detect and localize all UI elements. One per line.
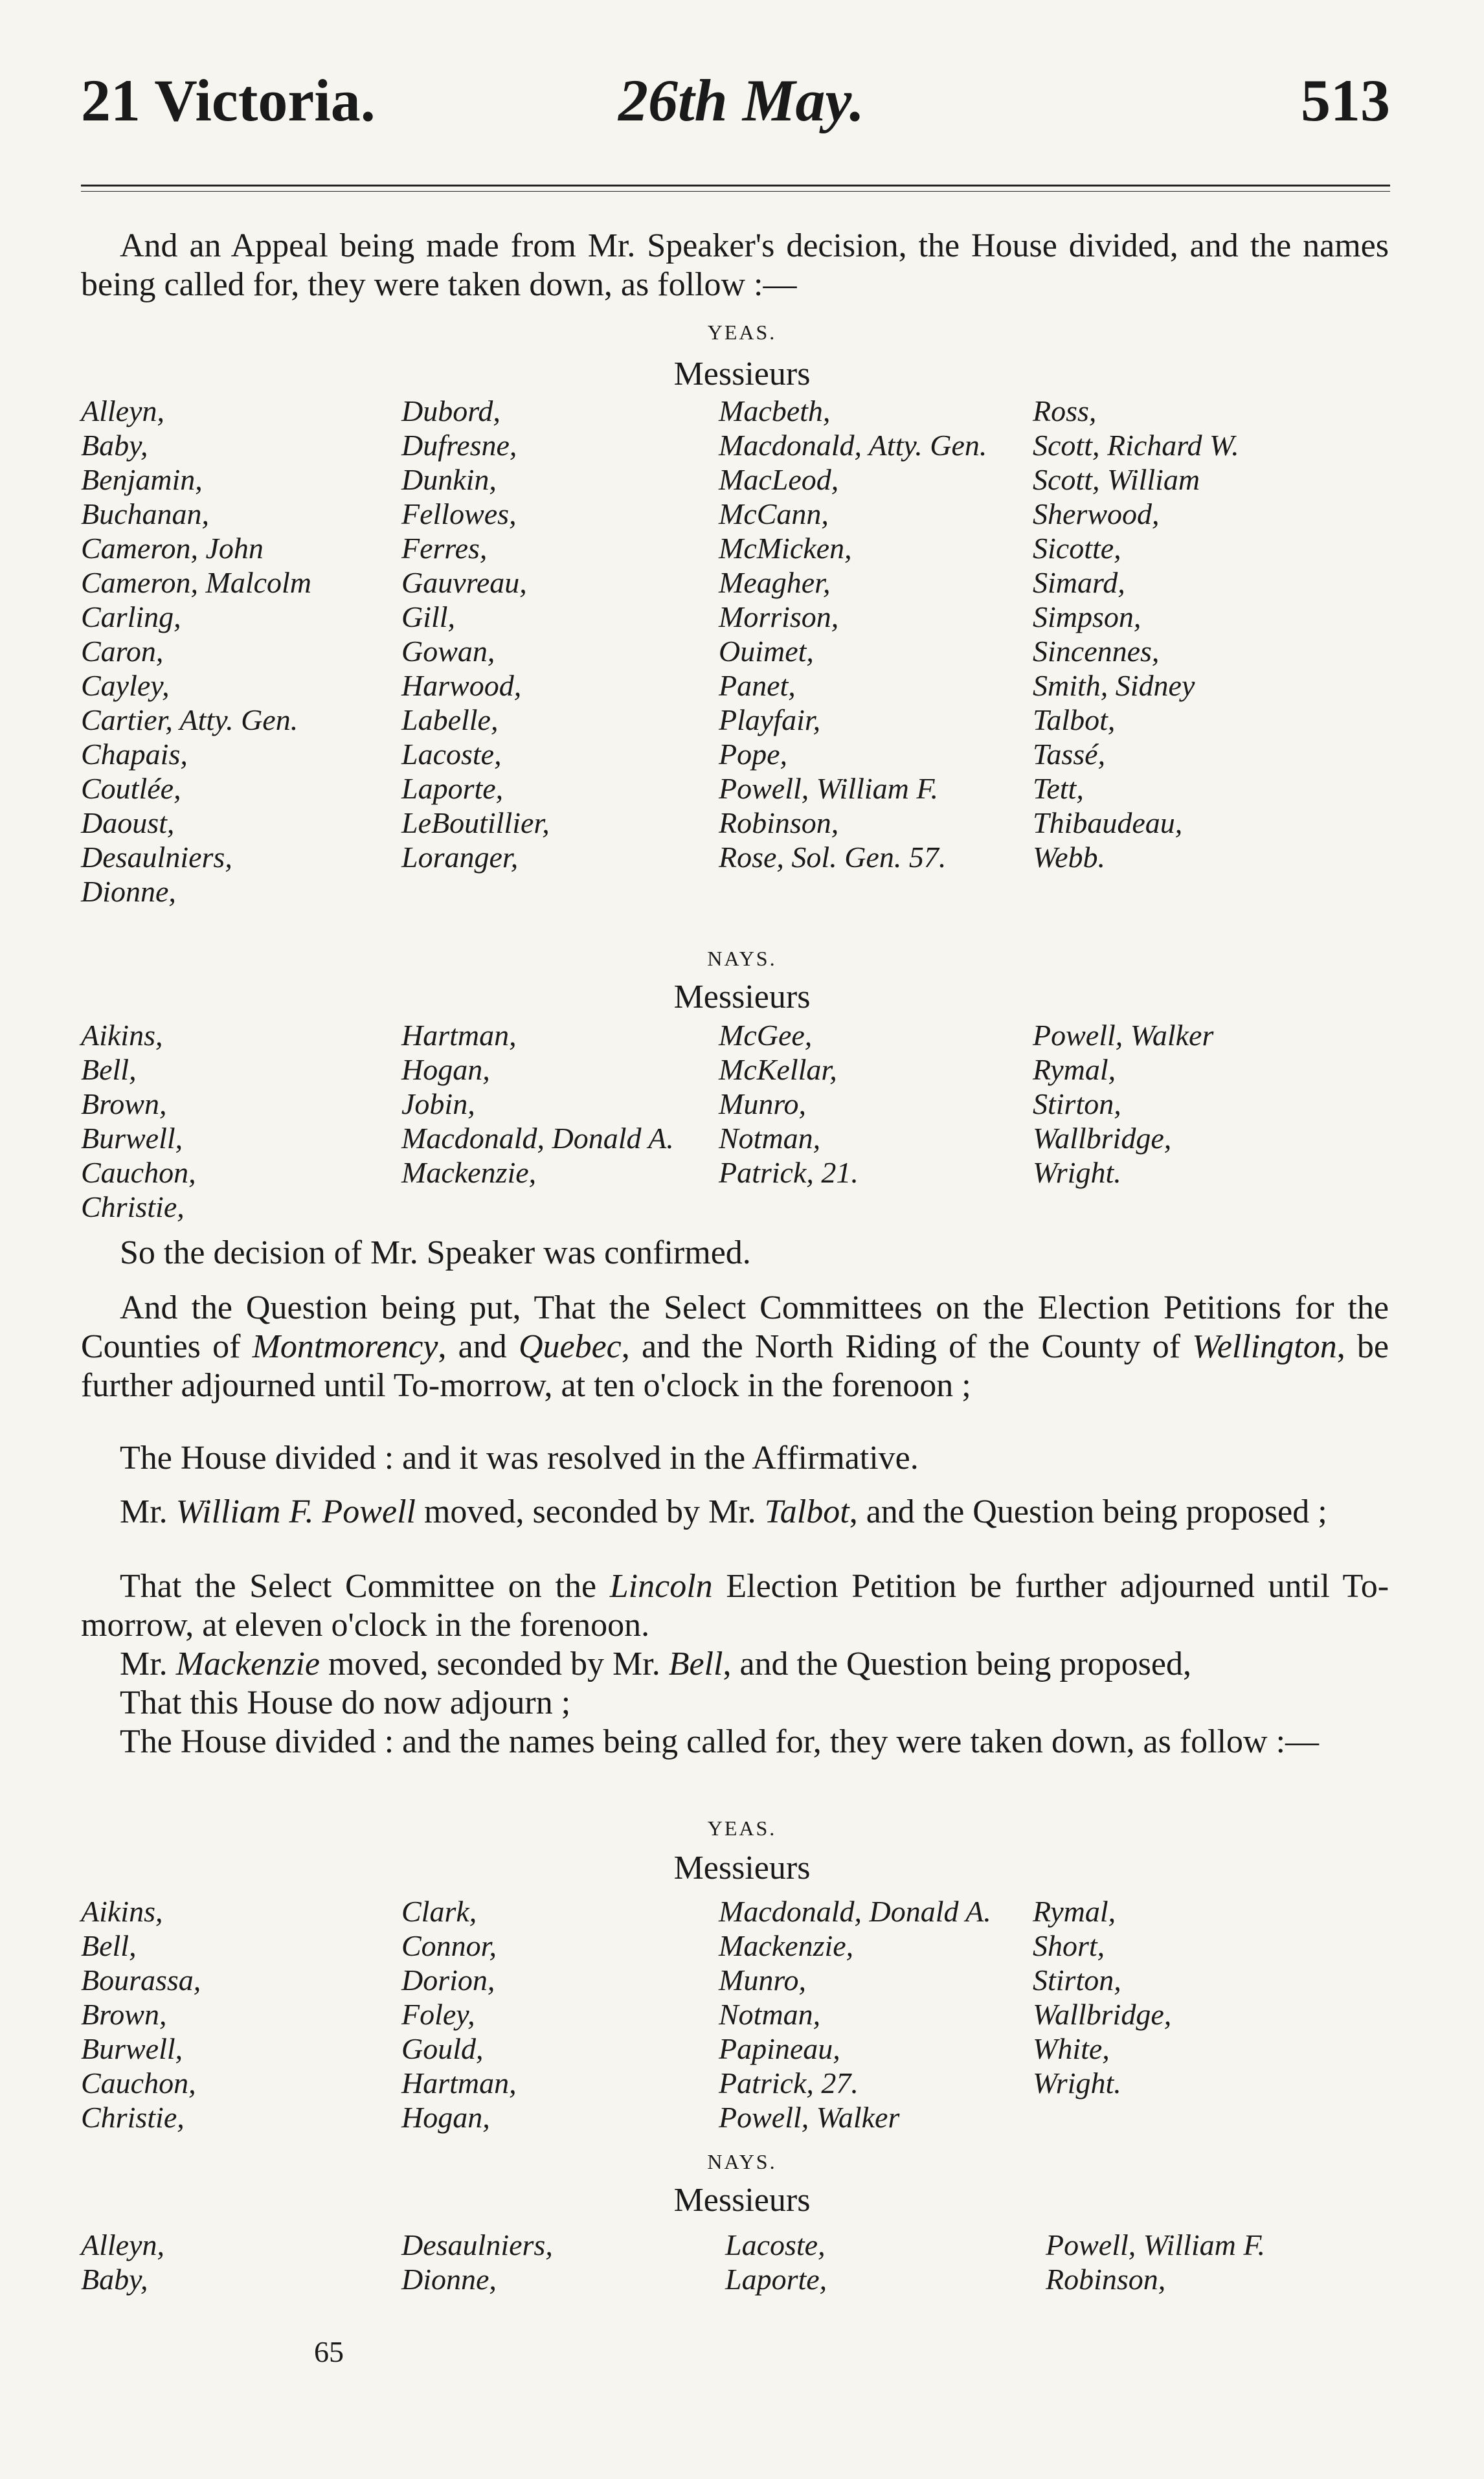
list-item: Powell, William F. bbox=[719, 772, 939, 805]
list-item: Powell, Walker bbox=[1033, 1019, 1214, 1052]
list-item: Mackenzie, bbox=[719, 1929, 854, 1962]
messieurs-label: Messieurs bbox=[673, 979, 811, 1015]
paragraph-motion-mackenzie: Mr. Mackenzie moved, seconded by Mr. Bell, and the Question being proposed, bbox=[120, 1646, 1191, 1682]
list-item: Meagher, bbox=[719, 566, 831, 599]
list-item: Short, bbox=[1033, 1929, 1105, 1962]
list-item: Cameron, Malcolm bbox=[81, 566, 312, 599]
list-item: Patrick, 21. bbox=[719, 1156, 859, 1189]
paragraph-confirmed: So the decision of Mr. Speaker was confirmed. bbox=[120, 1234, 751, 1271]
list-item: Bell, bbox=[81, 1929, 137, 1962]
list-item: Stirton, bbox=[1033, 1087, 1121, 1120]
list-item: Hartman, bbox=[401, 2066, 517, 2100]
list-item: Munro, bbox=[719, 1964, 807, 1997]
list-item: Fellowes, bbox=[401, 497, 517, 530]
list-item: Sherwood, bbox=[1033, 497, 1160, 530]
list-item: Daoust, bbox=[81, 806, 175, 839]
list-item: MacLeod, bbox=[719, 463, 839, 496]
list-item: Brown, bbox=[81, 1998, 167, 2031]
list-item: Macdonald, Donald A. bbox=[719, 1895, 991, 1928]
list-item: Bell, bbox=[81, 1053, 137, 1086]
nays-label: NAYS. bbox=[707, 2150, 777, 2173]
list-item: Dionne, bbox=[401, 2263, 497, 2296]
list-item: Chapais, bbox=[81, 738, 188, 771]
list-item: Benjamin, bbox=[81, 463, 203, 496]
list-item: Lacoste, bbox=[401, 738, 502, 771]
page-number: 513 bbox=[1301, 67, 1390, 133]
list-item: Carling, bbox=[81, 600, 181, 633]
list-item: Coutlée, bbox=[81, 772, 181, 805]
page-header bbox=[81, 62, 1390, 139]
list-item: Macbeth, bbox=[719, 394, 831, 427]
list-item: Brown, bbox=[81, 1087, 167, 1120]
list-item: Patrick, 27. bbox=[719, 2066, 859, 2100]
list-item: Stirton, bbox=[1033, 1964, 1121, 1997]
list-item: Gill, bbox=[401, 600, 456, 633]
list-item: Wallbridge, bbox=[1033, 1998, 1172, 2031]
list-item: Lacoste, bbox=[725, 2228, 826, 2261]
list-item: Baby, bbox=[81, 429, 148, 462]
list-item: Webb. bbox=[1033, 841, 1106, 874]
list-item: Sicotte, bbox=[1033, 532, 1121, 565]
list-item: Rymal, bbox=[1033, 1053, 1116, 1086]
list-item: Notman, bbox=[719, 1998, 821, 2031]
paragraph-appeal: And an Appeal being made from Mr. Speaker's decision, the House divided, and the names being called for, they were taken down, as follow :— bbox=[81, 227, 1389, 303]
list-item: Aikins, bbox=[81, 1019, 163, 1052]
list-item: Ferres, bbox=[401, 532, 488, 565]
list-item: Cameron, John bbox=[81, 532, 264, 565]
list-item: Christie, bbox=[81, 1190, 185, 1223]
list-item: Hogan, bbox=[401, 1053, 490, 1086]
list-item: Simard, bbox=[1033, 566, 1125, 599]
list-item: Loranger, bbox=[401, 841, 519, 874]
list-item: Hartman, bbox=[401, 1019, 517, 1052]
paragraph-resolved: The House divided : and it was resolved in the Affirmative. bbox=[120, 1440, 919, 1477]
list-item: Baby, bbox=[81, 2263, 148, 2296]
list-item: Robinson, bbox=[1046, 2263, 1166, 2296]
header-rule bbox=[81, 185, 1390, 187]
paragraph-adjourn: That this House do now adjourn ; bbox=[120, 1684, 571, 1721]
list-item: Ouimet, bbox=[719, 635, 814, 668]
list-item: White, bbox=[1033, 2032, 1110, 2065]
list-item: Rymal, bbox=[1033, 1895, 1116, 1928]
list-item: Powell, Walker bbox=[719, 2101, 900, 2134]
list-item: Laporte, bbox=[401, 772, 504, 805]
paragraph-question: And the Question being put, That the Select Committees on the Election Petitions for the Counties of Montmorency, and Quebec, and the North Riding of the County of Wellington, be further adjourned until To-morrow, at ten o'clock in the forenoon ; bbox=[81, 1289, 1389, 1404]
nays-label: NAYS. bbox=[707, 947, 777, 970]
list-item: Christie, bbox=[81, 2101, 185, 2134]
list-item: Scott, William bbox=[1033, 463, 1200, 496]
list-item: Papineau, bbox=[719, 2032, 840, 2065]
list-item: Dionne, bbox=[81, 875, 176, 908]
list-item: Robinson, bbox=[719, 806, 839, 839]
list-item: Simpson, bbox=[1033, 600, 1141, 633]
list-item: Mackenzie, bbox=[401, 1156, 537, 1189]
session-title: 21 Victoria. bbox=[81, 67, 376, 133]
list-item: Cauchon, bbox=[81, 2066, 196, 2100]
header-rule-thin bbox=[81, 191, 1390, 192]
list-item: Harwood, bbox=[401, 669, 522, 702]
list-item: Connor, bbox=[401, 1929, 497, 1962]
paragraph-motion-powell: Mr. William F. Powell moved, seconded by Mr. Talbot, and the Question being proposed ; bbox=[120, 1493, 1327, 1530]
list-item: Sincennes, bbox=[1033, 635, 1160, 668]
list-item: Tett, bbox=[1033, 772, 1084, 805]
list-item: Burwell, bbox=[81, 2032, 183, 2065]
list-item: Desaulniers, bbox=[401, 2228, 553, 2261]
list-item: Dorion, bbox=[401, 1964, 495, 1997]
messieurs-label: Messieurs bbox=[673, 356, 811, 392]
list-item: McMicken, bbox=[719, 532, 852, 565]
list-item: Alleyn, bbox=[81, 394, 164, 427]
list-item: Jobin, bbox=[401, 1087, 475, 1120]
yeas-label: YEAS. bbox=[707, 321, 777, 344]
list-item: Pope, bbox=[719, 738, 788, 771]
list-item: Alleyn, bbox=[81, 2228, 164, 2261]
list-item: Rose, Sol. Gen. 57. bbox=[719, 841, 947, 874]
list-item: Talbot, bbox=[1033, 703, 1116, 736]
list-item: Wright. bbox=[1033, 2066, 1121, 2100]
list-item: Bourassa, bbox=[81, 1964, 201, 1997]
list-item: Dubord, bbox=[401, 394, 500, 427]
list-item: Cartier, Atty. Gen. bbox=[81, 703, 298, 736]
list-item: Cayley, bbox=[81, 669, 170, 702]
list-item: LeBoutillier, bbox=[401, 806, 550, 839]
messieurs-label: Messieurs bbox=[673, 2182, 811, 2219]
list-item: Caron, bbox=[81, 635, 164, 668]
list-item: Labelle, bbox=[401, 703, 499, 736]
date-title: 26th May. bbox=[618, 67, 864, 133]
yeas-label: YEAS. bbox=[707, 1817, 777, 1840]
list-item: Macdonald, Donald A. bbox=[401, 1122, 674, 1155]
list-item: McKellar, bbox=[719, 1053, 837, 1086]
list-item: Aikins, bbox=[81, 1895, 163, 1928]
list-item: Ross, bbox=[1033, 394, 1097, 427]
list-item: Dufresne, bbox=[401, 429, 517, 462]
list-item: Gould, bbox=[401, 2032, 484, 2065]
list-item: Macdonald, Atty. Gen. bbox=[719, 429, 987, 462]
list-item: Foley, bbox=[401, 1998, 475, 2031]
list-item: Burwell, bbox=[81, 1122, 183, 1155]
list-item: McCann, bbox=[719, 497, 829, 530]
list-item: Smith, Sidney bbox=[1033, 669, 1195, 702]
list-item: Playfair, bbox=[719, 703, 821, 736]
list-item: Wallbridge, bbox=[1033, 1122, 1172, 1155]
paragraph-divided: The House divided : and the names being called for, they were taken down, as follow :— bbox=[120, 1723, 1320, 1760]
list-item: Clark, bbox=[401, 1895, 477, 1928]
list-item: Munro, bbox=[719, 1087, 807, 1120]
list-item: Morrison, bbox=[719, 600, 839, 633]
list-item: Powell, William F. bbox=[1046, 2228, 1266, 2261]
list-item: Desaulniers, bbox=[81, 841, 232, 874]
list-item: Gauvreau, bbox=[401, 566, 527, 599]
list-item: Cauchon, bbox=[81, 1156, 196, 1189]
list-item: Panet, bbox=[719, 669, 796, 702]
list-item: Gowan, bbox=[401, 635, 495, 668]
list-item: Tassé, bbox=[1033, 738, 1106, 771]
list-item: Scott, Richard W. bbox=[1033, 429, 1239, 462]
list-item: Notman, bbox=[719, 1122, 821, 1155]
list-item: Dunkin, bbox=[401, 463, 497, 496]
signature-mark: 65 bbox=[314, 2335, 344, 2368]
list-item: Wright. bbox=[1033, 1156, 1121, 1189]
list-item: Laporte, bbox=[725, 2263, 827, 2296]
list-item: McGee, bbox=[719, 1019, 813, 1052]
list-item: Buchanan, bbox=[81, 497, 210, 530]
messieurs-label: Messieurs bbox=[673, 1850, 811, 1886]
paragraph-lincoln: That the Select Committee on the Lincoln Election Petition be further adjourned until To-morrow, at eleven o'clock in the forenoon. bbox=[81, 1568, 1389, 1644]
list-item: Hogan, bbox=[401, 2101, 490, 2134]
list-item: Thibaudeau, bbox=[1033, 806, 1183, 839]
